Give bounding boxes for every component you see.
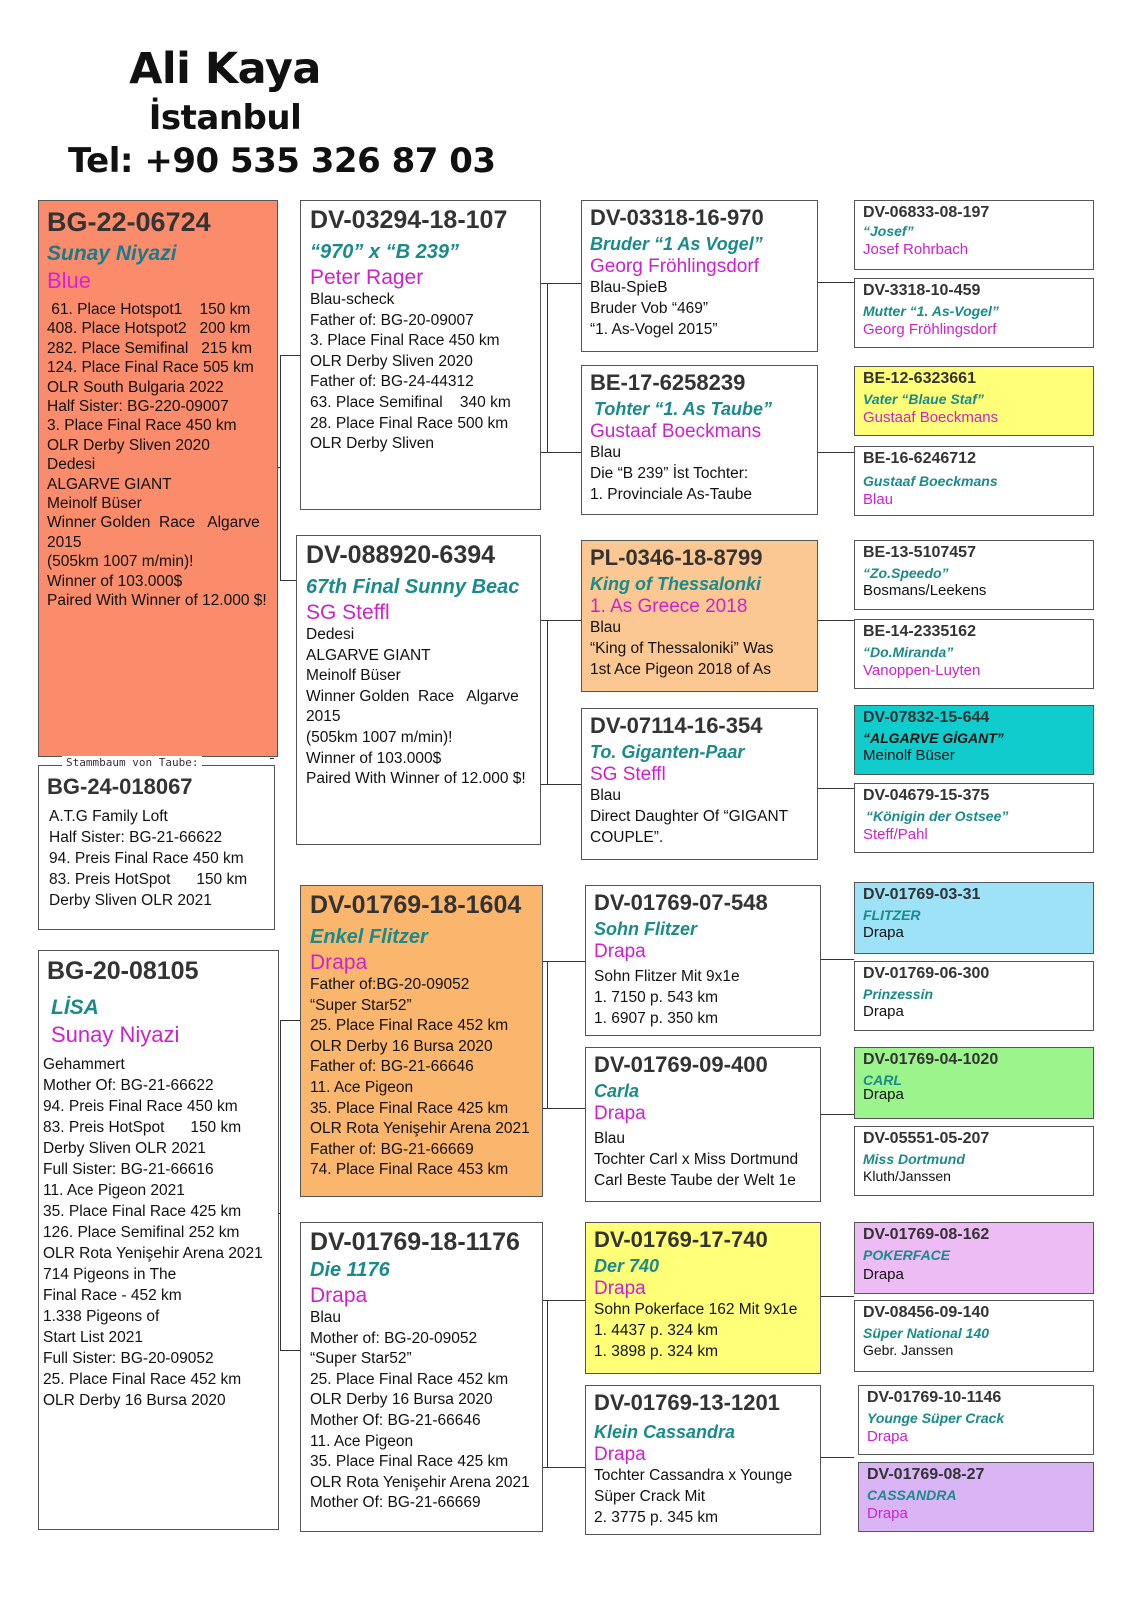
note-line: 25. Place Final Race 452 km — [43, 1371, 242, 1388]
connector — [543, 961, 585, 962]
connector — [547, 283, 548, 453]
great-grandparent-card — [854, 882, 1094, 954]
great-grandparent-card — [854, 446, 1094, 516]
note-line: OLR Derby Sliven — [310, 435, 435, 453]
great-grandparent-card — [854, 961, 1094, 1031]
connector — [280, 1020, 300, 1021]
note-line: OLR Rota Yenişehir Arena 2021 — [310, 1473, 530, 1491]
breeder-name: Sunay Niyazi — [47, 242, 177, 265]
note-line: Meinolf Büser — [47, 495, 142, 513]
note-line: OLR Derby Sliven 2020 — [310, 352, 473, 370]
breeder-name: SG Steffl — [590, 764, 666, 785]
great-grandparent-card — [858, 1385, 1094, 1455]
breeder-name: Kluth/Janssen — [863, 1168, 951, 1184]
great-grandparent-card — [854, 366, 1094, 436]
note-line: Dedesi — [306, 626, 355, 643]
pigeon-name: Younge Süper Crack — [867, 1410, 1005, 1426]
note-line: 35. Place Final Race 425 km — [310, 1453, 509, 1471]
pigeon-name: “Do.Miranda” — [863, 644, 954, 660]
card-notes — [310, 1308, 542, 1514]
breeder-name: Drapa — [310, 1284, 368, 1307]
breeder-name: Gebr. Janssen — [863, 1342, 954, 1358]
great-grandparent-card — [854, 619, 1094, 689]
connector — [270, 758, 274, 759]
note-line: Half Sister: BG-220-09007 — [47, 398, 229, 416]
ring-number: BE-14-2335162 — [863, 623, 976, 640]
note-line: Sohn Flitzer Mit 9x1e — [594, 968, 740, 985]
breeder-name: Gustaaf Boeckmans — [863, 409, 999, 426]
note-line: 1.338 Pigeons of — [43, 1308, 160, 1325]
note-line: 2015 — [47, 533, 82, 551]
note-line: Tochter Cassandra x Younge — [594, 1467, 793, 1484]
note-line: 282. Place Semifinal 215 km — [47, 339, 253, 357]
dam-sire-card — [300, 885, 543, 1197]
connector — [821, 1114, 854, 1115]
pigeon-name: 67th Final Sunny Beac — [306, 576, 520, 598]
breeder-name: Steff/Pahl — [863, 826, 928, 843]
note-line: Paired With Winner of 12.000 $! — [47, 592, 267, 610]
note-line: OLR Derby 16 Bursa 2020 — [43, 1392, 226, 1409]
great-grandparent-card — [854, 1126, 1094, 1196]
note-line: Die “B 239” İst Tochter: — [590, 464, 749, 482]
dam-notes — [43, 1054, 278, 1411]
note-line: Father of: BG-21-66646 — [310, 1058, 474, 1076]
note-line: Gehammert — [43, 1056, 125, 1073]
ring-number: BE-13-5107457 — [863, 544, 976, 561]
sibling-pigeon-card — [38, 765, 275, 930]
ring-number: DV-03294-18-107 — [310, 206, 508, 234]
ancestor-card — [581, 200, 818, 352]
breeder-name: Drapa — [594, 1444, 646, 1465]
ancestor-card — [585, 1385, 821, 1535]
owner-phone: Tel: +90 535 326 87 03 — [68, 141, 496, 181]
pigeon-name: Gustaaf Boeckmans — [863, 473, 998, 489]
ring-number: DV-01769-06-300 — [863, 965, 990, 982]
note-line: “Super Star52” — [310, 996, 412, 1014]
connector — [543, 1300, 585, 1301]
note-line: “King of Thessaloniki” Was — [590, 639, 774, 657]
note-line: Blau-SpieB — [590, 279, 668, 296]
note-line: 83. Preis HotSpot 150 km — [49, 871, 248, 888]
note-line: Blau — [590, 619, 622, 636]
note-line: (505km 1007 m/min)! — [306, 728, 453, 746]
note-line: 124. Place Final Race 505 km — [47, 359, 254, 377]
pigeon-name: King of Thessalonki — [590, 574, 762, 594]
pigeon-name: “970” x “B 239” — [310, 241, 459, 263]
breeder-name: Drapa — [863, 1003, 904, 1020]
ring-number: BG-24-018067 — [47, 774, 193, 799]
ancestor-card — [581, 708, 818, 860]
note-line: 714 Pigeons in The — [43, 1266, 177, 1283]
connector — [817, 620, 854, 621]
ring-number: DV-01769-18-1604 — [310, 891, 522, 919]
ring-number: DV-01769-04-1020 — [863, 1051, 999, 1068]
note-line: Winner Golden Race Algarve — [306, 687, 519, 705]
note-line: 1. 7150 p. 543 km — [594, 988, 719, 1006]
breeder-name: Georg Fröhlingsdorf — [590, 256, 759, 277]
note-line: 25. Place Final Race 452 km — [310, 1370, 509, 1388]
note-line: 1. 6907 p. 350 km — [594, 1009, 719, 1027]
pigeon-name: Bruder “1 As Vogel” — [590, 234, 763, 254]
ring-number: BG-22-06724 — [47, 207, 211, 237]
note-line: 3. Place Final Race 450 km — [47, 417, 237, 435]
great-grandparent-card — [854, 1222, 1094, 1294]
connector — [543, 1108, 585, 1109]
ring-number: DV-3318-10-459 — [863, 282, 981, 299]
great-grandparent-card — [854, 705, 1094, 775]
pigeon-name: Klein Cassandra — [594, 1422, 736, 1442]
ring-number: DV-01769-08-162 — [863, 1226, 990, 1243]
great-grandparent-card — [858, 1462, 1094, 1532]
note-line: 28. Place Final Race 500 km — [310, 414, 509, 432]
connector — [821, 1457, 854, 1458]
great-grandparent-card — [854, 278, 1094, 348]
ring-number: DV-03318-16-970 — [590, 205, 764, 230]
pigeon-name: Vater “Blaue Staf” — [863, 391, 984, 407]
breeder-name: Drapa — [594, 941, 646, 962]
breeder-name: 1. As Greece 2018 — [590, 596, 748, 617]
pigeon-name: “ALGARVE GİGANT” — [863, 730, 1004, 746]
breeder-name: Georg Fröhlingsdorf — [863, 321, 997, 338]
pigeon-color: Blue — [47, 268, 92, 293]
note-line: Mother Of: BG-21-66669 — [310, 1494, 481, 1512]
note-line: OLR South Bulgaria 2022 — [47, 378, 224, 396]
dam-pigeon-card — [38, 950, 279, 1530]
breeder-name: SG Steffl — [306, 601, 390, 624]
note-line: Full Sister: BG-20-09052 — [43, 1350, 214, 1367]
note-line: Mother of: BG-20-09052 — [310, 1329, 478, 1347]
breeder-name: Gustaaf Boeckmans — [590, 421, 762, 442]
ring-number: DV-06833-08-197 — [863, 204, 990, 221]
card-notes — [310, 290, 540, 455]
connector — [280, 1350, 300, 1351]
pigeon-name: CARL — [863, 1072, 902, 1088]
note-line: Start List 2021 — [43, 1329, 143, 1346]
ancestor-card — [585, 1222, 821, 1374]
breeder-name: Bosmans/Leekens — [863, 582, 987, 599]
note-line: Blau-scheck — [310, 291, 395, 308]
note-line: 94. Preis Final Race 450 km — [43, 1098, 238, 1115]
note-line: 1. 4437 p. 324 km — [594, 1321, 719, 1339]
sibling-notes — [47, 806, 274, 911]
ring-number: DV-01769-09-400 — [594, 1052, 768, 1077]
note-line: 1st Ace Pigeon 2018 of As — [590, 660, 771, 678]
note-line: Derby Sliven OLR 2021 — [49, 892, 212, 909]
note-line: Süper Crack Mit — [594, 1487, 706, 1505]
note-line: Sohn Pokerface 162 Mit 9x1e — [594, 1301, 798, 1318]
breeder-name: Drapa — [310, 951, 368, 974]
note-line: Mother Of: BG-21-66622 — [43, 1077, 214, 1094]
great-grandparent-card — [854, 200, 1094, 270]
pigeon-name: “Josef” — [863, 223, 914, 239]
ancestor-card — [581, 365, 818, 515]
note-line: 11. Ace Pigeon — [310, 1432, 414, 1450]
note-line: Derby Sliven OLR 2021 — [43, 1140, 206, 1157]
ancestor-card — [581, 540, 818, 692]
note-line: Blau — [590, 444, 622, 461]
card-notes — [310, 975, 542, 1181]
ring-number: BE-17-6258239 — [590, 370, 746, 395]
ring-number: DV-01769-03-31 — [863, 886, 981, 903]
note-line: Final Race - 452 km — [43, 1287, 182, 1304]
note-line: 35. Place Final Race 425 km — [310, 1099, 509, 1117]
note-line: Carl Beste Taube der Welt 1e — [594, 1171, 796, 1189]
great-grandparent-card — [854, 540, 1094, 610]
note-line: 2015 — [306, 708, 341, 726]
note-line: OLR Rota Yenişehir Arena 2021 — [43, 1245, 263, 1262]
ring-number: DV-05551-05-207 — [863, 1130, 990, 1147]
pigeon-name: Süper National 140 — [863, 1325, 990, 1341]
connector — [543, 1467, 585, 1468]
subject-notes — [47, 300, 277, 611]
connector — [821, 1296, 854, 1297]
ring-number: DV-01769-13-1201 — [594, 1390, 780, 1415]
breeder-name: Drapa — [863, 1266, 904, 1283]
note-line: Paired With Winner of 12.000 $! — [306, 770, 526, 788]
note-line: COUPLE”. — [590, 828, 664, 846]
note-line: Meinolf Büser — [306, 667, 401, 685]
pigeon-name: Tohter “1. As Taube” — [594, 399, 773, 419]
connector — [547, 961, 548, 1108]
note-line: OLR Derby 16 Bursa 2020 — [310, 1037, 493, 1055]
breeder-name: Drapa — [863, 924, 904, 941]
breeder-name: Vanoppen-Luyten — [863, 662, 981, 679]
ring-number: DV-01769-17-740 — [594, 1227, 768, 1252]
pigeon-name: “Königin der Ostsee” — [866, 808, 1009, 824]
pedigree-caption: Stammbaum von Taube: — [62, 756, 202, 769]
sire-card — [300, 200, 541, 510]
owner-city: İstanbul — [148, 98, 302, 138]
ring-number: DV-088920-6394 — [306, 541, 496, 569]
pigeon-name: Miss Dortmund — [863, 1151, 965, 1167]
connector — [280, 355, 281, 580]
ring-number: DV-01769-10-1146 — [867, 1389, 1002, 1406]
note-line: Full Sister: BG-21-66616 — [43, 1161, 214, 1178]
note-line: 11. Ace Pigeon — [310, 1078, 414, 1096]
note-line: 2. 3775 p. 345 km — [594, 1508, 719, 1526]
connector — [541, 784, 581, 785]
note-line: 83. Preis HotSpot 150 km — [43, 1119, 242, 1136]
note-line: Dedesi — [47, 456, 96, 474]
note-line: 63. Place Semifinal 340 km — [310, 393, 511, 411]
subject-pigeon-card — [38, 200, 278, 757]
note-line: Tochter Carl x Miss Dortmund — [594, 1150, 799, 1168]
pigeon-name: Enkel Flitzer — [310, 926, 428, 948]
note-line: Blau — [310, 1309, 342, 1326]
note-line: 408. Place Hotspot2 200 km — [47, 320, 251, 338]
pigeon-name: Prinzessin — [863, 986, 934, 1002]
note-line: Father of:BG-20-09052 — [310, 976, 470, 993]
note-line: 11. Ace Pigeon 2021 — [43, 1182, 185, 1199]
connector — [280, 580, 296, 581]
ring-number: DV-07114-16-354 — [590, 713, 763, 738]
ring-number: DV-01769-18-1176 — [310, 1228, 520, 1256]
pigeon-name: To. Giganten-Paar — [590, 742, 745, 762]
note-line: OLR Derby Sliven 2020 — [47, 436, 210, 454]
note-line: Direct Daughter Of “GIGANT — [590, 807, 789, 825]
sire-dam-card — [296, 535, 541, 845]
note-line: Father of: BG-24-44312 — [310, 373, 474, 391]
breeder-name: Drapa — [867, 1505, 908, 1522]
breeder-name: Drapa — [863, 1086, 904, 1103]
note-line: ALGARVE GIANT — [306, 646, 431, 664]
pigeon-name: Mutter “1. As-Vogel” — [863, 303, 999, 319]
note-line: 25. Place Final Race 452 km — [310, 1017, 509, 1035]
owner-name: Ali Kaya — [129, 44, 321, 94]
connector — [817, 282, 854, 283]
great-grandparent-card — [854, 783, 1094, 853]
note-line: Blau — [590, 787, 622, 804]
great-grandparent-card — [854, 1047, 1094, 1119]
ring-number: BE-12-6323661 — [863, 370, 976, 387]
ring-number: DV-07832-15-644 — [863, 709, 990, 726]
ancestor-card — [585, 885, 821, 1036]
connector — [817, 452, 854, 453]
pigeon-name: Der 740 — [594, 1256, 660, 1276]
note-line: A.T.G Family Loft — [49, 808, 168, 825]
pigeon-name: Die 1176 — [310, 1259, 390, 1281]
note-line: 3. Place Final Race 450 km — [310, 332, 500, 350]
connector — [280, 355, 300, 356]
pigeon-name: CASSANDRA — [867, 1487, 957, 1503]
note-line: (505km 1007 m/min)! — [47, 553, 194, 571]
note-line: 61. Place Hotspot1 150 km — [47, 301, 251, 318]
connector — [280, 1020, 281, 1350]
note-line: Half Sister: BG-21-66622 — [49, 829, 223, 846]
pigeon-name: POKERFACE — [863, 1247, 951, 1263]
pigeon-name: FLITZER — [863, 907, 921, 923]
note-line: Mother Of: BG-21-66646 — [310, 1411, 481, 1429]
note-line: OLR Derby 16 Bursa 2020 — [310, 1391, 493, 1409]
note-line: “Super Star52” — [310, 1350, 412, 1368]
note-line: Blau — [594, 1130, 626, 1147]
card-notes — [306, 625, 540, 790]
note-line: “1. As-Vogel 2015” — [590, 320, 718, 338]
ancestor-card — [585, 1047, 821, 1202]
ring-number: DV-01769-07-548 — [594, 890, 768, 915]
breeder-name: Drapa — [594, 1103, 646, 1124]
note-line: 1. Provinciale As-Taube — [590, 485, 752, 503]
note-line: Winner of 103.000$ — [47, 572, 183, 590]
breeder-name: Meinolf Büser — [863, 747, 955, 764]
ring-number: BE-16-6246712 — [863, 450, 976, 467]
ring-number: BG-20-08105 — [47, 957, 199, 985]
ring-number: PL-0346-18-8799 — [590, 545, 763, 570]
note-line: OLR Rota Yenişehir Arena 2021 — [310, 1120, 530, 1138]
note-line: Father of: BG-21-66669 — [310, 1140, 474, 1158]
note-line: 1. 3898 p. 324 km — [594, 1342, 719, 1360]
ring-number: DV-04679-15-375 — [863, 787, 990, 804]
breeder-name: Drapa — [594, 1278, 646, 1299]
pigeon-name: Carla — [594, 1081, 640, 1101]
note-line: 74. Place Final Race 453 km — [310, 1161, 509, 1179]
breeder-name: Peter Rager — [310, 266, 424, 289]
ring-number: DV-08456-09-140 — [863, 1304, 990, 1321]
dam-dam-card — [300, 1222, 543, 1532]
great-grandparent-card — [854, 1300, 1094, 1372]
connector — [817, 788, 854, 789]
note-line: Father of: BG-20-09007 — [310, 311, 474, 329]
connector — [547, 1300, 548, 1467]
breeder-name: Josef Rohrbach — [863, 241, 969, 258]
connector — [821, 959, 854, 960]
note-line: 94. Preis Final Race 450 km — [49, 850, 244, 867]
pigeon-color: Blau — [863, 491, 894, 508]
note-line: 126. Place Semifinal 252 km — [43, 1224, 240, 1241]
pigeon-name: Sohn Flitzer — [594, 919, 697, 939]
breeder-name: Sunay Niyazi — [51, 1022, 180, 1047]
ring-number: DV-01769-08-27 — [867, 1466, 985, 1483]
note-line: Winner of 103.000$ — [306, 749, 442, 767]
pigeon-name: LİSA — [51, 996, 99, 1019]
note-line: Winner Golden Race Algarve — [47, 514, 260, 532]
connector — [547, 620, 548, 784]
note-line: 35. Place Final Race 425 km — [43, 1203, 242, 1220]
note-line: ALGARVE GIANT — [47, 475, 172, 493]
breeder-name: Drapa — [867, 1428, 908, 1445]
note-line: Bruder Vob “469” — [590, 299, 709, 317]
pigeon-name: “Zo.Speedo” — [863, 565, 949, 581]
